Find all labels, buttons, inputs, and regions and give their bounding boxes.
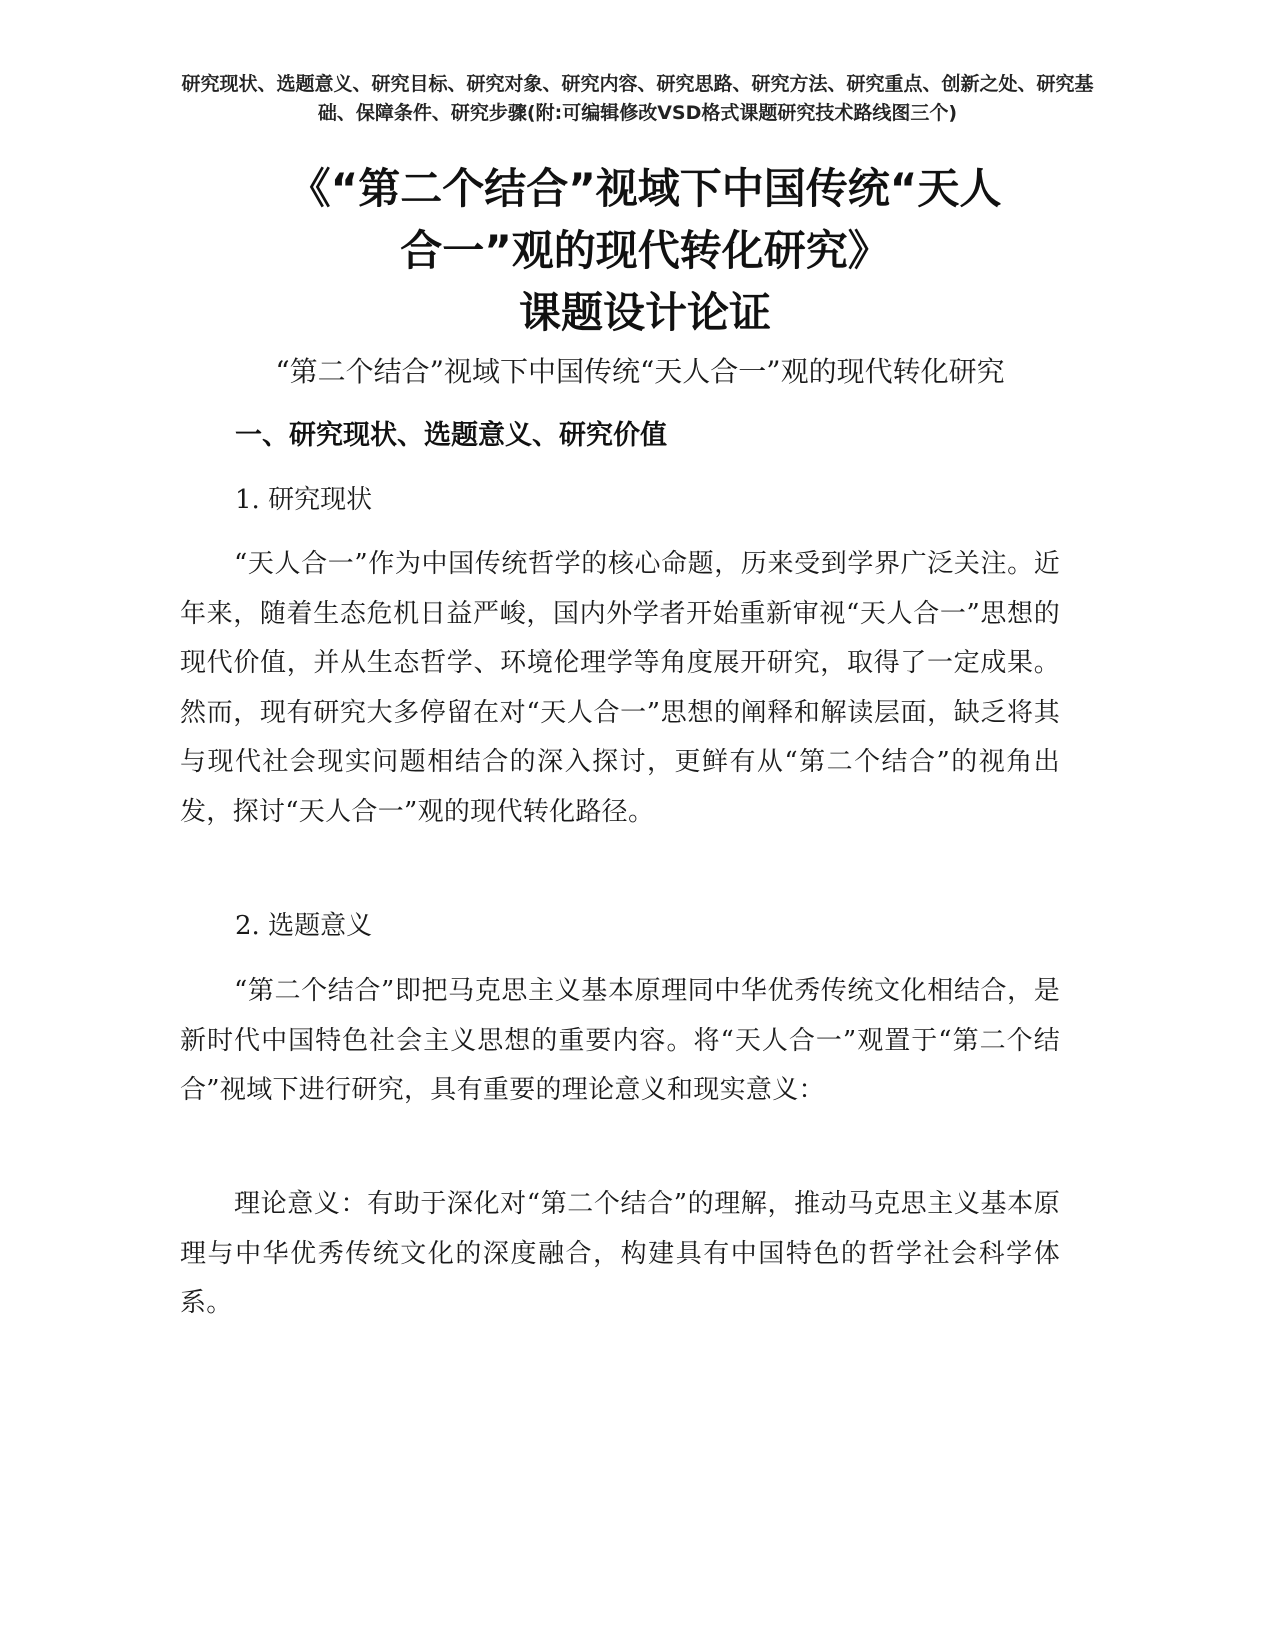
subtitle: “第二个结合”视域下中国传统“天人合一”观的现代转化研究 <box>275 355 1005 388</box>
research-status-paragraph: “天人合一”作为中国传统哲学的核心命题，历来受到学界广泛关注。近年来，随着生态危机日益严峻，国内外学者开始重新审视“天人合一”思想的现代价值，并从生态哲学、环境伦理学等角度展开研究，取得了一定成果。然而，现有研究大多停留在对“天人合一”思想的阐释和解读层面，缺乏将其与现代社会现实问题相结合的深入探讨，更鲜有从“第二个结合”的视角出发，探讨“天人合一”观的现代转化路径。 <box>180 549 1060 827</box>
theory-significance-paragraph: 理论意义：有助于深化对“第二个结合”的理解，推动马克思主义基本原理与中华优秀传统文化的深度融合，构建具有中国特色的哲学社会科学体系。 <box>180 1189 1060 1318</box>
title-line-1: 《“第二个结合”视域下中国传统“天人 <box>288 164 1002 213</box>
significance-paragraph: “第二个结合”即把马克思主义基本原理同中华优秀传统文化相结合，是新时代中国特色社会主义思想的重要内容。将“天人合一”观置于“第二个结合”视域下进行研究，具有重要的理论意义和现实意义： <box>180 976 1060 1105</box>
page-title <box>230 158 1060 344</box>
significance-heading: 2. 选题意义 <box>235 911 373 941</box>
header-note: 研究现状、选题意义、研究目标、研究对象、研究内容、研究思路、研究方法、研究重点、创新之处、研究基础、保障条件、研究步骤(附:可编辑修改VSD格式课题研究技术路线图三个) <box>181 73 1094 124</box>
title-line-3: 课题设计论证 <box>518 288 771 337</box>
section-heading: 一、研究现状、选题意义、研究价值 <box>235 420 667 451</box>
title-line-2: 合一”观的现代转化研究》 <box>400 226 890 275</box>
research-status-heading: 1. 研究现状 <box>235 485 373 515</box>
